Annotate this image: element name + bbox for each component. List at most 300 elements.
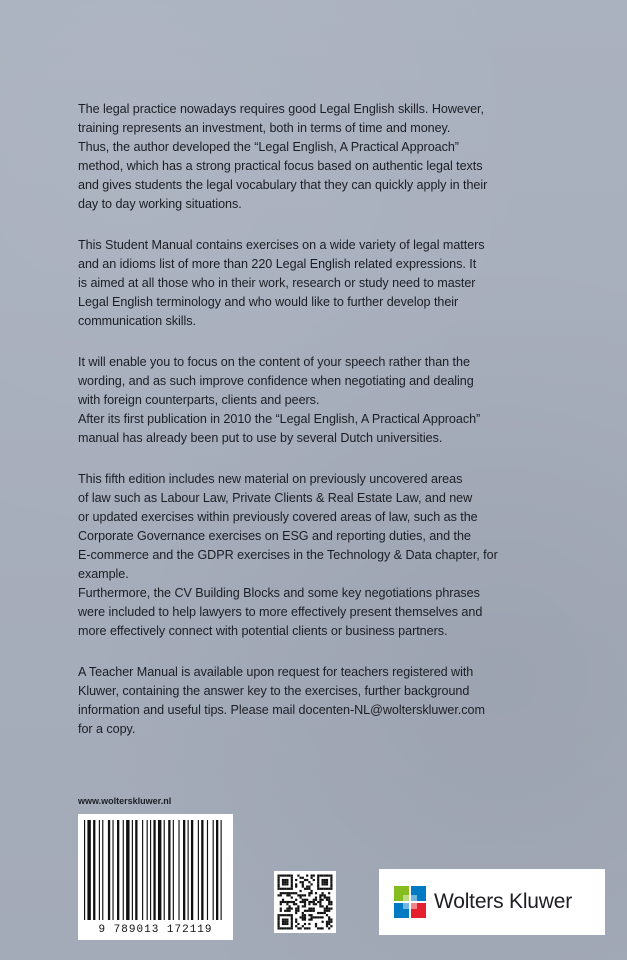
qr-module (280, 892, 282, 894)
qr-module (326, 899, 328, 901)
qr-module (328, 897, 330, 899)
qr-module (278, 925, 280, 927)
qr-module (315, 892, 317, 894)
qr-module (302, 901, 304, 903)
qr-module (317, 881, 319, 883)
qr-module (293, 892, 295, 894)
barcode-bar (201, 820, 203, 920)
qr-code[interactable] (274, 871, 336, 933)
qr-module (326, 921, 328, 923)
qr-module (297, 875, 299, 877)
qr-module (313, 916, 315, 918)
barcode-bar (99, 820, 100, 920)
qr-module (282, 883, 284, 885)
qr-module (330, 901, 332, 903)
qr-module (324, 894, 326, 896)
barcode-bars (78, 814, 233, 926)
qr-module (324, 888, 326, 890)
qr-module (326, 897, 328, 899)
qr-module (326, 923, 328, 925)
qr-module (319, 894, 321, 896)
blurb-line: This fifth edition includes new material on previously uncovered areas (78, 472, 463, 486)
qr-module (297, 910, 299, 912)
qr-module (291, 901, 293, 903)
qr-module (295, 879, 297, 881)
qr-module (291, 877, 293, 879)
qr-module (324, 883, 326, 885)
qr-module (328, 908, 330, 910)
qr-module (313, 908, 315, 910)
qr-module (311, 890, 313, 892)
qr-module (286, 921, 288, 923)
qr-module (322, 892, 324, 894)
qr-module (300, 916, 302, 918)
qr-module (322, 883, 324, 885)
qr-module (291, 875, 293, 877)
qr-module (304, 901, 306, 903)
barcode-bar (216, 820, 218, 920)
qr-module (319, 916, 321, 918)
qr-module (295, 910, 297, 912)
qr-module (286, 914, 288, 916)
blurb-line: and an idioms list of more than 220 Legal English related expressions. It (78, 257, 477, 271)
qr-module (306, 910, 308, 912)
qr-module (304, 923, 306, 925)
qr-module (278, 877, 280, 879)
qr-module (289, 914, 291, 916)
qr-module (308, 927, 310, 929)
blurb-line: communication skills. (78, 314, 196, 328)
qr-module (291, 886, 293, 888)
qr-module (326, 875, 328, 877)
qr-module (308, 919, 310, 921)
qr-module (289, 905, 291, 907)
qr-module (297, 905, 299, 907)
qr-module (330, 921, 332, 923)
qr-module (311, 916, 313, 918)
qr-module (289, 908, 291, 910)
qr-module (319, 888, 321, 890)
blurb-line: Corporate Governance exercises on ESG and reporting duties, and the (78, 529, 471, 543)
qr-module (280, 875, 282, 877)
blurb-line: It will enable you to focus on the content of your speech rather than the (78, 355, 470, 369)
qr-module (284, 892, 286, 894)
blurb-paragraph (78, 100, 558, 214)
qr-module (282, 901, 284, 903)
qr-module (284, 888, 286, 890)
isbn-barcode (78, 814, 233, 940)
qr-module (328, 916, 330, 918)
qr-module (311, 883, 313, 885)
qr-module (328, 921, 330, 923)
qr-module (280, 927, 282, 929)
barcode-bar (102, 820, 103, 920)
blurb-line: E-commerce and the GDPR exercises in the Technology & Data chapter, for (78, 548, 498, 562)
qr-module (286, 894, 288, 896)
blurb-paragraph (78, 663, 558, 739)
qr-module (284, 923, 286, 925)
qr-module (304, 910, 306, 912)
blurb-line: After its first publication in 2010 the “Legal English, A Practical Approach” (78, 412, 481, 426)
qr-module (289, 910, 291, 912)
qr-module (300, 901, 302, 903)
qr-module (289, 888, 291, 890)
qr-module (311, 877, 313, 879)
qr-module (330, 877, 332, 879)
qr-module (328, 899, 330, 901)
qr-module (308, 892, 310, 894)
barcode-bar (153, 820, 155, 920)
qr-module (280, 888, 282, 890)
blurb-line: training represents an investment, both in terms of time and money. (78, 121, 451, 135)
qr-module (300, 890, 302, 892)
qr-module (319, 905, 321, 907)
qr-module (311, 914, 313, 916)
qr-module (330, 881, 332, 883)
qr-module (278, 881, 280, 883)
qr-module (304, 879, 306, 881)
qr-module (322, 875, 324, 877)
publisher-logo (379, 869, 605, 935)
qr-module (284, 921, 286, 923)
qr-module (306, 875, 308, 877)
qr-module (300, 881, 302, 883)
blurb-paragraph (78, 236, 558, 331)
qr-module (330, 875, 332, 877)
qr-module (304, 927, 306, 929)
qr-module (295, 908, 297, 910)
qr-module (322, 927, 324, 929)
qr-module (304, 914, 306, 916)
qr-module (280, 914, 282, 916)
qr-module (286, 910, 288, 912)
qr-module (302, 919, 304, 921)
qr-module (315, 923, 317, 925)
qr-module (295, 925, 297, 927)
barcode-bar (207, 820, 208, 920)
qr-module (302, 916, 304, 918)
qr-module (317, 875, 319, 877)
qr-module (304, 916, 306, 918)
qr-module (322, 921, 324, 923)
qr-module (328, 910, 330, 912)
qr-module (304, 899, 306, 901)
barcode-bar (213, 820, 214, 920)
qr-module (282, 927, 284, 929)
qr-module (317, 916, 319, 918)
qr-module (286, 875, 288, 877)
qr-module (317, 912, 319, 914)
qr-module (282, 919, 284, 921)
blurb-line: of law such as Labour Law, Private Clients & Real Estate Law, and new (78, 491, 473, 505)
qr-module (278, 879, 280, 881)
qr-module (286, 923, 288, 925)
blurb-line: and gives students the legal vocabulary that they can quickly apply in their (78, 178, 488, 192)
qr-module (311, 908, 313, 910)
qr-module (286, 903, 288, 905)
qr-module (286, 927, 288, 929)
qr-module (319, 897, 321, 899)
qr-code-pattern (274, 871, 336, 933)
blurb-line: day to day working situations. (78, 197, 242, 211)
qr-module (313, 899, 315, 901)
barcode-bar (87, 820, 90, 920)
qr-module (284, 927, 286, 929)
blurb-line: example. (78, 567, 129, 581)
qr-module (302, 881, 304, 883)
blurb-line: for a copy. (78, 722, 136, 736)
qr-module (308, 888, 310, 890)
qr-module (284, 914, 286, 916)
qr-module (289, 927, 291, 929)
qr-module (330, 925, 332, 927)
qr-module (278, 916, 280, 918)
qr-module (330, 908, 332, 910)
barcode-bar (142, 820, 143, 920)
blurb-text (78, 100, 558, 761)
qr-module (286, 883, 288, 885)
qr-module (302, 914, 304, 916)
qr-module (286, 888, 288, 890)
qr-module (317, 883, 319, 885)
barcode-bar (93, 820, 95, 920)
qr-module (286, 908, 288, 910)
qr-module (280, 901, 282, 903)
qr-module (278, 921, 280, 923)
qr-module (295, 912, 297, 914)
blurb-line: This Student Manual contains exercises on a wide variety of legal matters (78, 238, 485, 252)
qr-module (282, 923, 284, 925)
qr-module (308, 886, 310, 888)
qr-module (291, 883, 293, 885)
qr-module (306, 888, 308, 890)
qr-module (311, 919, 313, 921)
qr-module (304, 903, 306, 905)
barcode-bar (135, 820, 137, 920)
qr-module (322, 879, 324, 881)
barcode-bar (191, 820, 193, 920)
qr-module (302, 886, 304, 888)
qr-module (295, 892, 297, 894)
blurb-line: A Teacher Manual is available upon request for teachers registered with (78, 665, 474, 679)
logo-center-overlay (403, 895, 417, 909)
qr-module (278, 875, 280, 877)
qr-module (297, 927, 299, 929)
qr-module (291, 921, 293, 923)
qr-module (291, 916, 293, 918)
qr-module (319, 912, 321, 914)
qr-module (311, 901, 313, 903)
qr-module (280, 908, 282, 910)
qr-module (300, 877, 302, 879)
qr-module (282, 888, 284, 890)
qr-module (324, 881, 326, 883)
qr-module (308, 914, 310, 916)
qr-module (284, 879, 286, 881)
qr-module (289, 901, 291, 903)
qr-module (304, 894, 306, 896)
qr-module (328, 888, 330, 890)
qr-module (328, 892, 330, 894)
qr-module (317, 927, 319, 929)
qr-module (326, 879, 328, 881)
qr-module (278, 883, 280, 885)
barcode-bar (168, 820, 170, 920)
qr-module (308, 923, 310, 925)
qr-module (291, 897, 293, 899)
qr-module (306, 899, 308, 901)
blurb-line: method, which has a strong practical focus based on authentic legal texts (78, 159, 483, 173)
barcode-bar (126, 820, 129, 920)
barcode-bar (173, 820, 174, 920)
qr-module (313, 903, 315, 905)
qr-module (315, 903, 317, 905)
qr-module (313, 910, 315, 912)
qr-module (284, 919, 286, 921)
qr-module (313, 879, 315, 881)
blurb-line: Kluwer, containing the answer key to the exercises, further background (78, 684, 470, 698)
qr-module (284, 910, 286, 912)
publisher-website[interactable]: www.wolterskluwer.nl (78, 796, 172, 806)
qr-module (286, 881, 288, 883)
qr-module (291, 923, 293, 925)
barcode-bar (123, 820, 124, 920)
qr-module (328, 927, 330, 929)
blurb-line: Furthermore, the CV Building Blocks and some key negotiations phrases (78, 586, 480, 600)
blurb-line: Legal English terminology and who would like to further develop their (78, 295, 459, 309)
qr-module (306, 879, 308, 881)
qr-module (291, 925, 293, 927)
qr-module (326, 908, 328, 910)
qr-module (300, 927, 302, 929)
qr-module (326, 883, 328, 885)
blurb-line: The legal practice nowadays requires good Legal English skills. However, (78, 102, 484, 116)
qr-module (295, 919, 297, 921)
qr-module (291, 888, 293, 890)
qr-module (319, 899, 321, 901)
qr-module (291, 881, 293, 883)
qr-module (324, 875, 326, 877)
qr-module (322, 905, 324, 907)
qr-module (302, 905, 304, 907)
barcode-bar (221, 820, 222, 920)
qr-module (280, 894, 282, 896)
qr-module (280, 910, 282, 912)
qr-module (278, 919, 280, 921)
blurb-line: wording, and as such improve confidence when negotiating and dealing (78, 374, 474, 388)
wolters-kluwer-logo-icon (394, 886, 426, 918)
qr-module (330, 886, 332, 888)
qr-module (300, 897, 302, 899)
qr-module (278, 888, 280, 890)
blurb-paragraph (78, 470, 558, 641)
qr-module (278, 914, 280, 916)
qr-module (293, 903, 295, 905)
qr-module (308, 908, 310, 910)
qr-module (304, 919, 306, 921)
qr-module (322, 881, 324, 883)
qr-module (315, 897, 317, 899)
qr-module (322, 912, 324, 914)
qr-module (297, 894, 299, 896)
barcode-bar (198, 820, 199, 920)
qr-module (284, 883, 286, 885)
qr-module (289, 875, 291, 877)
barcode-bar (112, 820, 113, 920)
qr-module (300, 894, 302, 896)
qr-module (319, 901, 321, 903)
qr-module (278, 886, 280, 888)
publisher-name: Wolters Kluwer (434, 890, 573, 913)
qr-module (282, 914, 284, 916)
qr-module (291, 908, 293, 910)
qr-module (317, 888, 319, 890)
qr-module (311, 875, 313, 877)
qr-module (326, 914, 328, 916)
qr-module (282, 879, 284, 881)
barcode-bar (108, 820, 110, 920)
qr-module (326, 910, 328, 912)
barcode-bar (158, 820, 161, 920)
qr-module (328, 875, 330, 877)
qr-module (311, 892, 313, 894)
qr-module (302, 925, 304, 927)
qr-module (308, 894, 310, 896)
qr-module (328, 903, 330, 905)
blurb-line: with foreign counterparts, clients and peers. (78, 393, 320, 407)
isbn-digits: 9 789013 172119 (98, 924, 213, 936)
blurb-line: or updated exercises within previously covered areas of law, such as the (78, 510, 478, 524)
qr-module (324, 912, 326, 914)
qr-module (304, 905, 306, 907)
qr-module (326, 925, 328, 927)
qr-module (297, 908, 299, 910)
qr-module (322, 894, 324, 896)
blurb-line: information and useful tips. Please mail docenten-NL@wolterskluwer.com (78, 703, 485, 717)
qr-module (322, 888, 324, 890)
qr-module (330, 888, 332, 890)
qr-module (308, 910, 310, 912)
qr-module (313, 875, 315, 877)
barcode-bar (150, 820, 151, 920)
qr-module (278, 923, 280, 925)
qr-module (324, 897, 326, 899)
barcode-bar (183, 820, 185, 920)
blurb-paragraph (78, 353, 558, 448)
qr-module (326, 888, 328, 890)
qr-module (326, 881, 328, 883)
qr-module (317, 877, 319, 879)
qr-module (311, 910, 313, 912)
qr-module (284, 875, 286, 877)
qr-module (295, 921, 297, 923)
qr-module (282, 881, 284, 883)
qr-module (317, 901, 319, 903)
qr-module (297, 923, 299, 925)
qr-module (324, 908, 326, 910)
qr-module (304, 888, 306, 890)
barcode-bar (132, 820, 133, 920)
qr-module (295, 903, 297, 905)
qr-module (289, 894, 291, 896)
qr-module (322, 916, 324, 918)
qr-module (289, 892, 291, 894)
qr-module (308, 881, 310, 883)
qr-module (324, 910, 326, 912)
qr-module (282, 875, 284, 877)
qr-module (319, 875, 321, 877)
qr-module (330, 883, 332, 885)
